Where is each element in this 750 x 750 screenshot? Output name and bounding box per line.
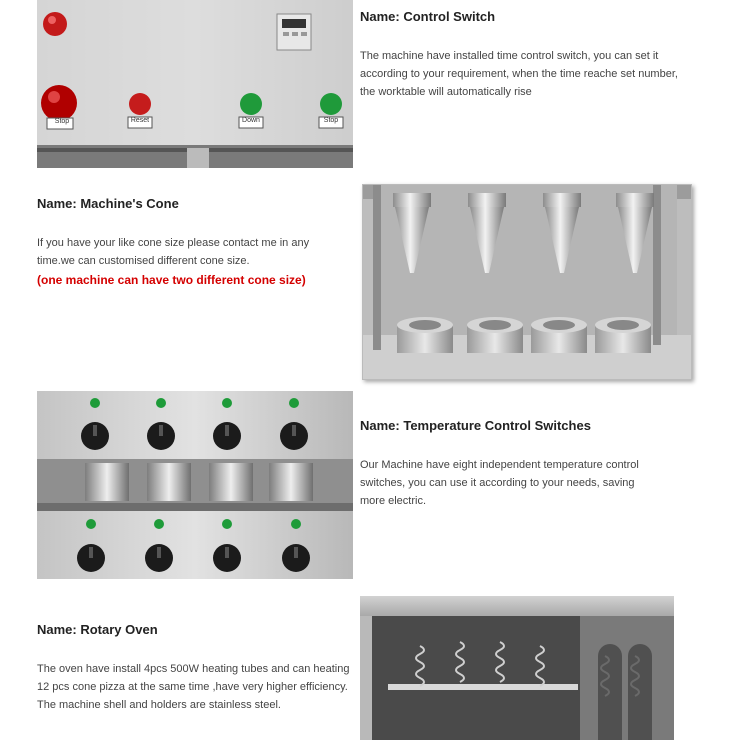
section-body-rotary-oven: The oven have install 4pcs 500W heating tubes and can heating 12 pcs cone pizza at the same time ,have very higher efficiency. The machine shell and holders are stainless steel. [37,663,350,711]
section-body-control-switch: The machine have installed time control switch, you can set it according to your requirement, when the time reache set number, the worktable will automatically rise [360,50,678,98]
button-label-stop: Stop [54,118,70,125]
control-panel-photo [37,0,353,168]
button-label-reset: Reset [130,117,150,124]
section-title-temperature: Name: Temperature Control Switches [360,418,591,433]
cone-molds-photo [362,184,692,380]
button-label-stop-2: Stop [323,117,339,124]
section-body-temperature: Our Machine have eight independent temperature control switches, you can use it according to your needs, saving more electric. [360,459,639,507]
button-label-down: Down [242,117,260,124]
section-title-cone: Name: Machine's Cone [37,196,179,211]
section-title-rotary-oven: Name: Rotary Oven [37,622,158,637]
rotary-oven-photo [360,596,674,740]
section-body-cone: If you have your like cone size please contact me in any time.we can customised different cone size. [37,237,310,267]
section-note-cone: (one machine can have two different cone size) [37,273,306,287]
temperature-switches-photo [37,391,353,579]
section-title-control-switch: Name: Control Switch [360,9,496,24]
